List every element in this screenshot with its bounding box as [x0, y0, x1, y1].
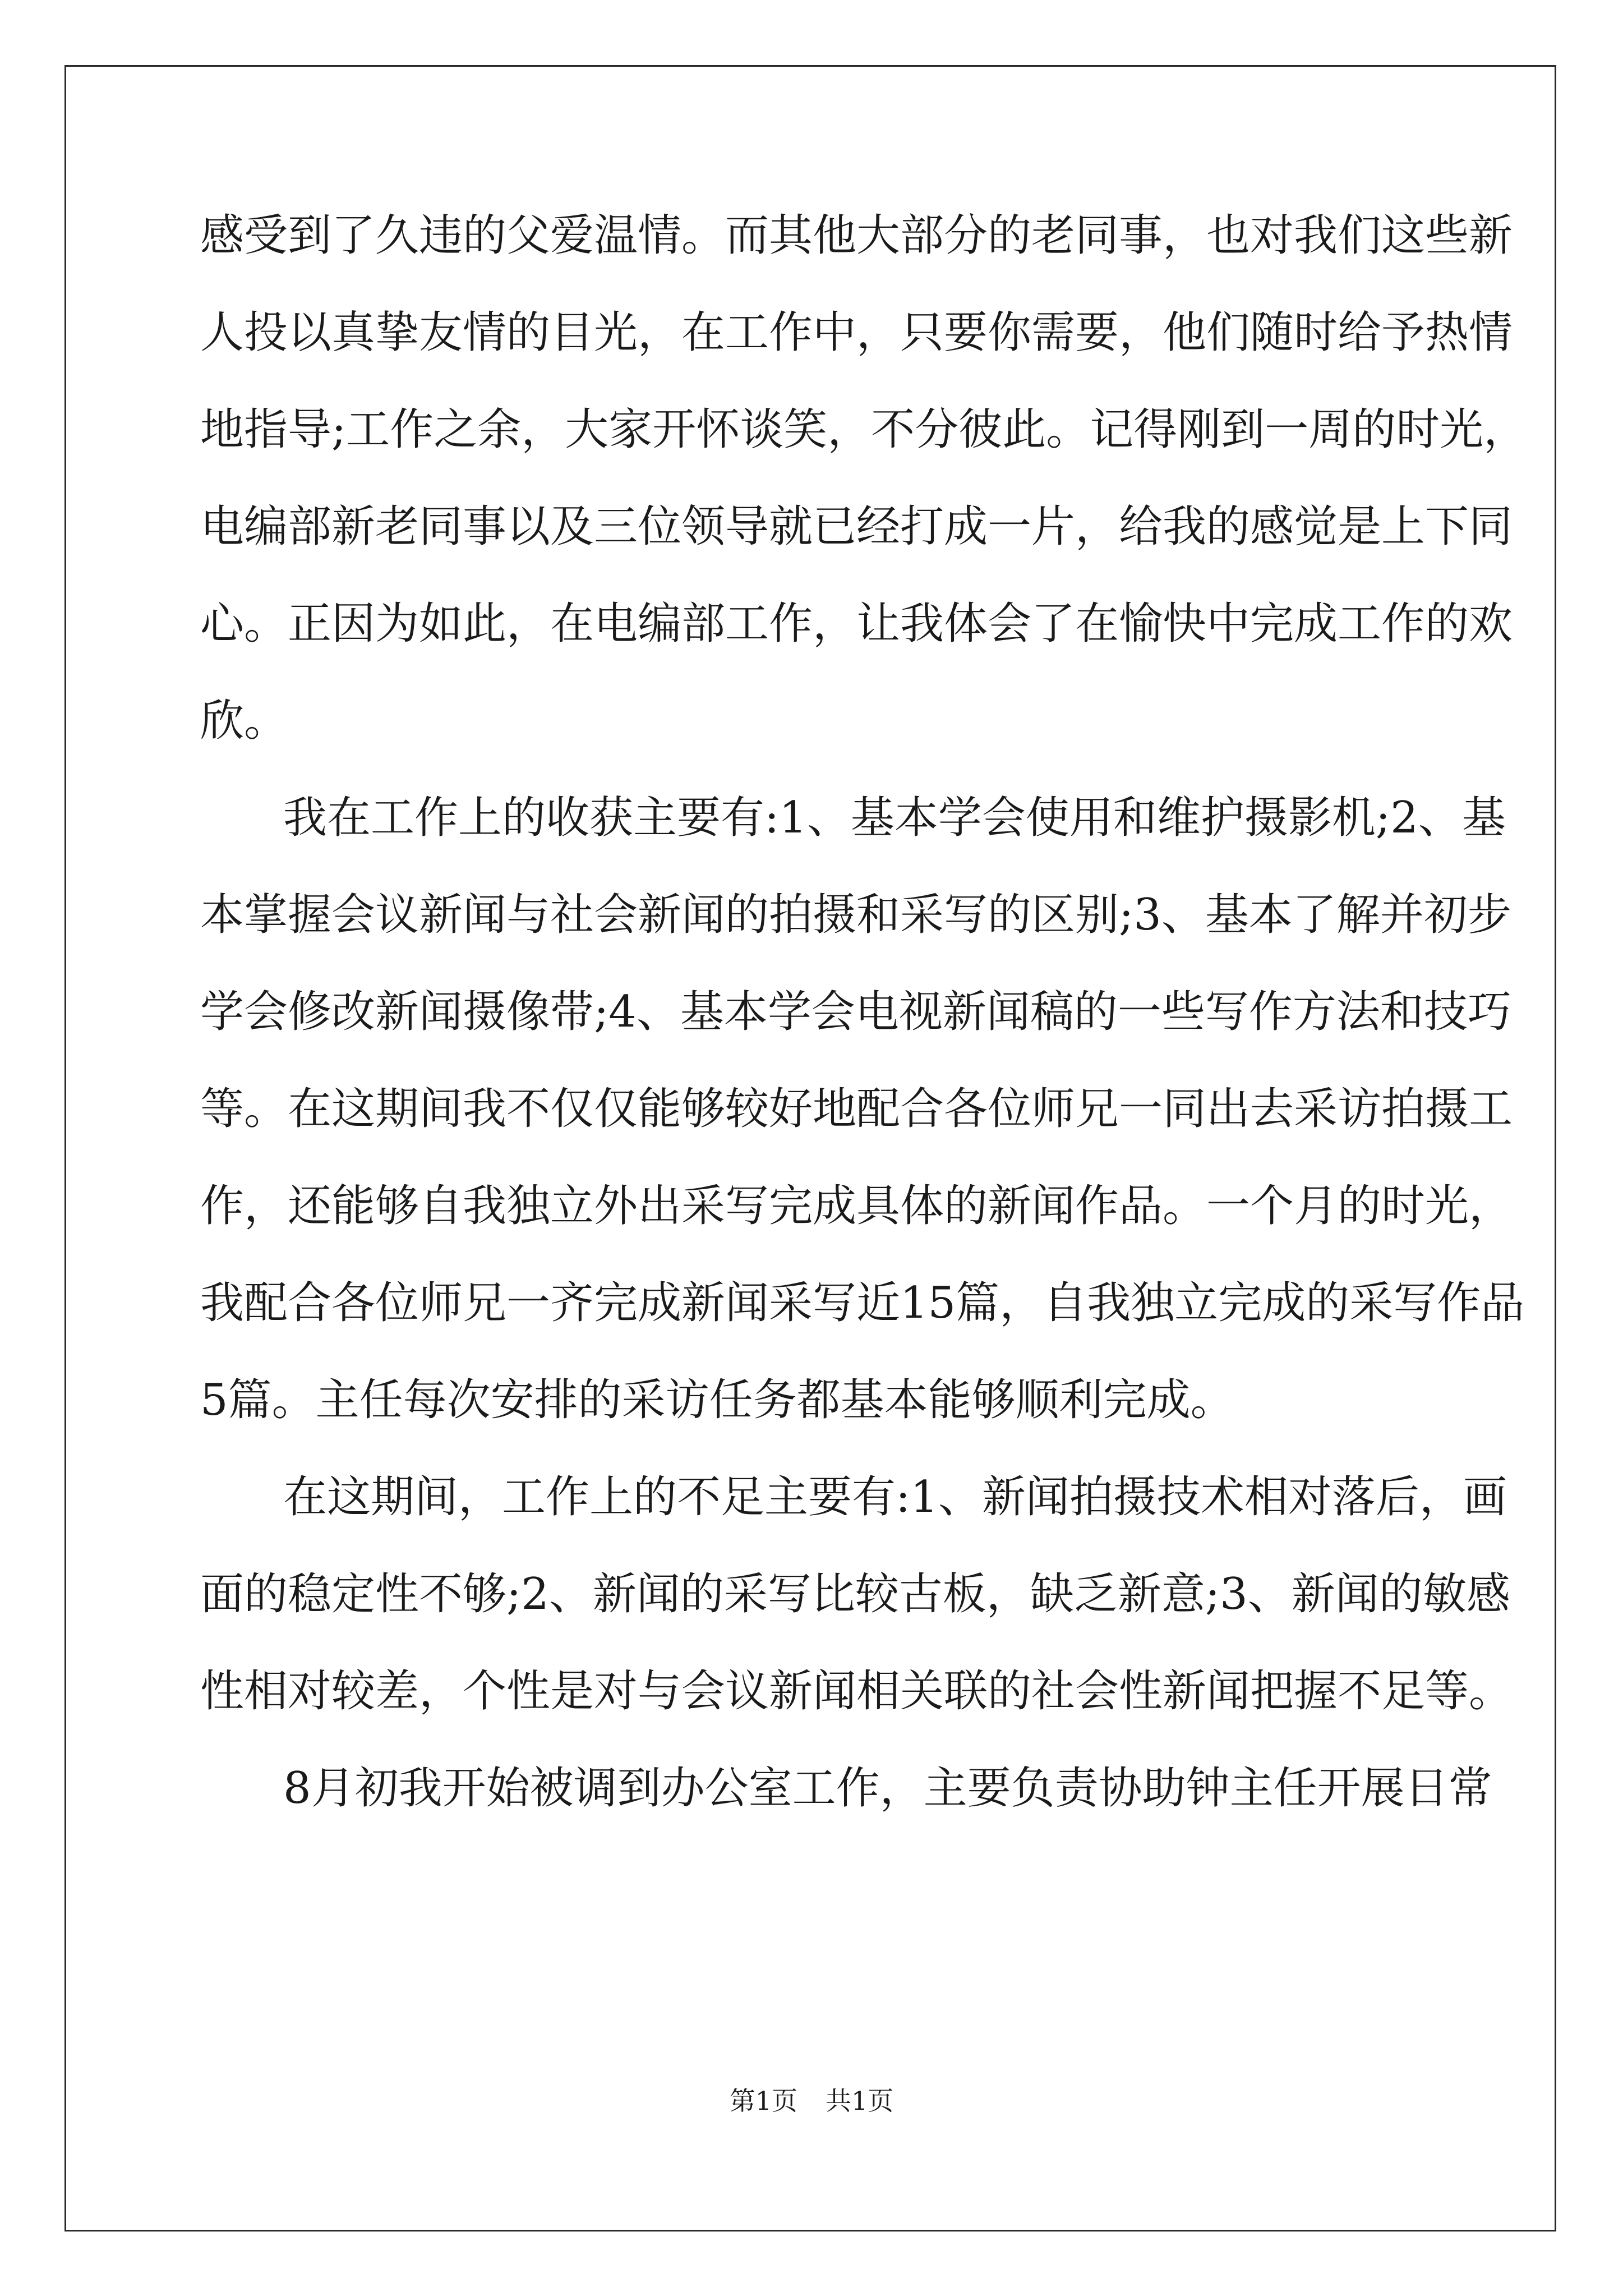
text-line: 人投以真挚友情的目光，在工作中，只要你需要，他们随时给予热情: [200, 307, 1513, 358]
text-line: 欣。: [200, 696, 288, 746]
text-line: 等。在这期间我不仅仅能够较好地配合各位师兄一同出去采访拍摄工: [200, 1084, 1513, 1134]
text-line: 面的稳定性不够;2、新闻的采写比较古板，缺乏新意;3、新闻的敏感: [200, 1569, 1510, 1619]
text-line: 性相对较差，个性是对与会议新闻相关联的社会性新闻把握不足等。: [200, 1666, 1513, 1717]
text-line: 我在工作上的收获主要有:1、基本学会使用和维护摄影机;2、基: [283, 793, 1506, 843]
text-line: 感受到了久违的父爱温情。而其他大部分的老同事，也对我们这些新: [200, 210, 1513, 261]
text-line: 本掌握会议新闻与社会新闻的拍摄和采写的区别;3、基本了解并初步: [200, 890, 1511, 940]
page-footer: [0, 2084, 1623, 2118]
page-total: 共1页: [826, 2086, 894, 2116]
text-line: 在这期间，工作上的不足主要有:1、新闻拍摄技术相对落后，画: [283, 1472, 1507, 1522]
text-line: 作，还能够自我独立外出采写完成具体的新闻作品。一个月的时光，: [200, 1181, 1513, 1231]
text-line: 8月初我开始被调到办公室工作，主要负责协助钟主任开展日常: [283, 1763, 1492, 1814]
text-line: 5篇。主任每次安排的采访任务都基本能够顺利完成。: [200, 1375, 1234, 1425]
page-number: 第1页: [729, 2086, 797, 2116]
text-line: 地指导;工作之余，大家开怀谈笑，不分彼此。记得刚到一周的时光，: [200, 404, 1528, 455]
text-line: 学会修改新闻摄像带;4、基本学会电视新闻稿的一些写作方法和技巧: [200, 987, 1511, 1037]
text-line: 心。正因为如此，在电编部工作，让我体会了在愉快中完成工作的欢: [200, 599, 1513, 649]
document-body: [200, 208, 1528, 1857]
text-line: 我配合各位师兄一齐完成新闻采写近15篇，自我独立完成的采写作品: [200, 1278, 1525, 1328]
text-line: 电编部新老同事以及三位领导就已经打成一片，给我的感觉是上下同: [200, 501, 1513, 552]
